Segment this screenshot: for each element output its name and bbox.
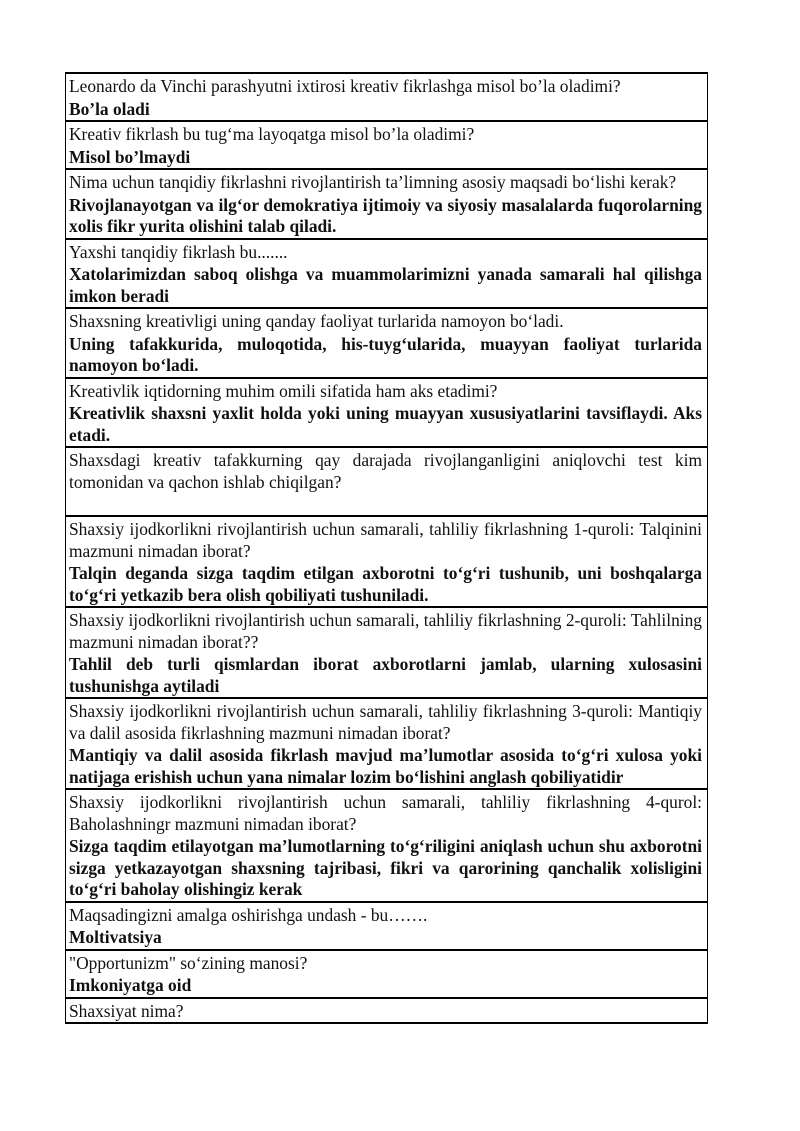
question-text: Shaxsiyat nima? [69, 1000, 184, 1021]
qa-row [66, 608, 707, 699]
question-text: Shaxsiy ijodkorlikni rivojlantirish uchun samarali, tahliliy fikrlashning 1-quroli: Talqinini mazmuni nimadan iborat? [69, 519, 702, 561]
answer-text: Uning tafakkurida, muloqotida, his-tuyg‘ularida, muayyan faoliyat turlarida namoyon bo‘ladi. [69, 333, 702, 375]
answer-text: Sizga taqdim etilayotgan ma’lumotlarning to‘g‘riligini aniqlash uchun shu axborotni sizga yetkazayotgan shaxsning tajribasi, fikri va qarorining qanchalik xolisligini to‘g‘ri baholay olishingiz kerak [69, 836, 702, 899]
qa-row [66, 74, 707, 122]
question-text: Nima uchun tanqidiy fikrlashni rivojlantirish ta’limning asosiy maqsadi bo‘lishi kerak? [69, 172, 677, 192]
answer-text: Kreativlik shaxsni yaxlit holda yoki uning muayyan xususiyatlarini tavsiflaydi. Aks etadi. [69, 403, 702, 445]
answer-text: Mantiqiy va dalil asosida fikrlash mavjud ma’lumotlar asosida to‘g‘ri xulosa yoki natijaga erishish uchun yana nimalar lozim bo‘lishini anglash qobiliyatidir [69, 745, 702, 787]
qa-row [66, 379, 707, 449]
question-text: Leonardo da Vinchi parashyutni ixtirosi kreativ fikrlashga misol bo’la oladimi? [69, 76, 621, 96]
qa-row [66, 448, 707, 517]
question-text: Kreativlik iqtidorning muhim omili sifatida ham aks etadimi? [69, 380, 498, 401]
answer-text [69, 494, 702, 515]
question-text: Yaxshi tanqidiy fikrlash bu....... [69, 241, 288, 262]
answer-text: Bo’la oladi [69, 98, 150, 119]
qa-row [66, 999, 707, 1025]
answer-text: Xatolarimizdan saboq olishga va muammolarimizni yanada samarali hal qilishga imkon beradi [69, 264, 702, 306]
qa-row [66, 240, 707, 310]
answer-text: Imkoniyatga oid [69, 975, 192, 995]
qa-row [66, 790, 707, 903]
question-text: "Opportunizm" so‘zining manosi? [69, 952, 308, 973]
question-text: Shaxsdagi kreativ tafakkurning qay darajada rivojlanganligini aniqlovchi test kim tomonidan va qachon ishlab chiqilgan? [69, 450, 702, 492]
answer-text: Tahlil deb turli qismlardan iborat axborotlarni jamlab, ularning xulosasini tushunishga aytiladi [69, 654, 702, 696]
answer-text: Misol bo’lmaydi [69, 146, 191, 167]
qa-row [66, 517, 707, 608]
qa-row [66, 903, 707, 951]
answer-text: Rivojlanayotgan va ilg‘or demokratiya ijtimoiy va siyosiy masalalarda fuqorolarning xolis fikr yurita olishini talab qiladi. [69, 194, 702, 236]
qa-table [65, 72, 708, 1024]
qa-row [66, 170, 707, 240]
qa-row [66, 699, 707, 790]
question-text: Shaxsiy ijodkorlikni rivojlantirish uchun samarali, tahliliy fikrlashning 3-quroli: Mantiqiy va dalil asosida fikrlashning mazmuni nimadan iborat? [69, 701, 702, 743]
qa-row [66, 122, 707, 170]
qa-row [66, 951, 707, 999]
qa-row [66, 309, 707, 379]
answer-text: Moltivatsiya [69, 927, 162, 947]
question-text: Maqsadingizni amalga oshirishga undash - bu……. [69, 904, 428, 925]
answer-text: Talqin deganda sizga taqdim etilgan axborotni to‘g‘ri tushunib, uni boshqalarga to‘g‘ri yetkazib bera olish qobiliyati tushuniladi. [69, 563, 702, 605]
question-text: Shaxsiy ijodkorlikni rivojlantirish uchun samarali, tahliliy fikrlashning 2-quroli: Tahlilning mazmuni nimadan iborat?? [69, 610, 702, 652]
question-text: Kreativ fikrlash bu tug‘ma layoqatga misol bo’la oladimi? [69, 124, 475, 144]
question-text: Shaxsiy ijodkorlikni rivojlantirish uchun samarali, tahliliy fikrlashning 4-qurol: Baholashningr mazmuni nimadan iborat? [69, 792, 702, 834]
question-text: Shaxsning kreativligi uning qanday faoliyat turlarida namoyon bo‘ladi. [69, 311, 564, 331]
